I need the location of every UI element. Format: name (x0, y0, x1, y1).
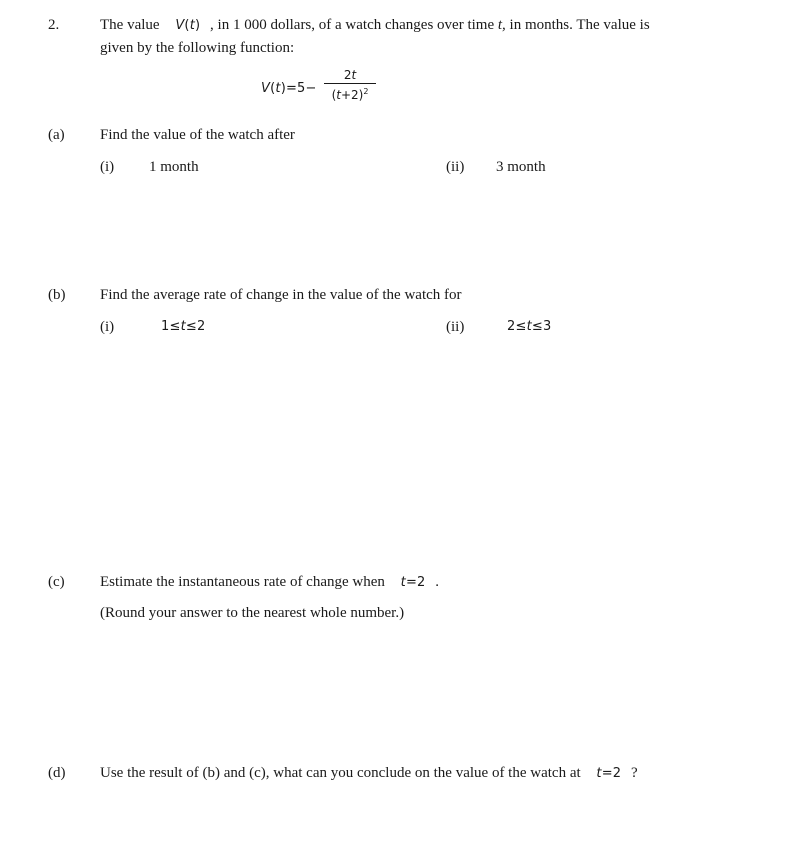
part-b-sub-i-math: 1≤t≤2 (161, 319, 206, 334)
function-denominator: $(t+2)^2$ (331, 87, 369, 102)
function-fraction (324, 68, 376, 103)
intro-text-1: The value (100, 17, 160, 33)
part-a-sub-ii-text: 3 month (496, 159, 546, 175)
part-b-sub-ii-math: 2≤t≤3 (507, 319, 552, 334)
intro-math-v: V(t) (175, 18, 201, 33)
function-lhs: V(t)=5− (261, 81, 317, 96)
function-numerator: 2t (343, 68, 357, 82)
part-c-prompt: Estimate the instantaneous rate of change when (100, 574, 385, 590)
intro-text-t: t, (497, 17, 506, 33)
part-a-prompt: Find the value of the watch after (100, 127, 295, 143)
intro-text-2: , in 1 000 dollars, of a watch changes over time (210, 17, 495, 33)
part-a-sub-i-label: (i) (100, 159, 115, 175)
part-a-label: (a) (48, 127, 65, 143)
part-b-label: (b) (48, 287, 66, 303)
part-d-math: t=2 (596, 766, 622, 781)
part-d-prompt-line (100, 764, 638, 783)
part-c-label: (c) (48, 574, 65, 590)
part-b-prompt: Find the average rate of change in the value of the watch for (100, 287, 462, 303)
part-c-prompt-line (100, 573, 439, 592)
question-intro-line1 (100, 16, 650, 35)
part-c-period: . (435, 574, 440, 590)
intro-text-3: in months. The value is (509, 17, 650, 33)
part-a-sub-ii-label: (ii) (446, 159, 465, 175)
part-c-math: t=2 (400, 575, 426, 590)
part-c-note: (Round your answer to the nearest whole number.) (100, 605, 405, 621)
part-d-label: (d) (48, 765, 66, 781)
question-number: 2. (48, 17, 60, 33)
part-b-sub-ii-label: (ii) (446, 319, 465, 335)
part-d-prompt: Use the result of (b) and (c), what can you conclude on the value of the watch at (100, 765, 581, 781)
part-b-sub-i-label: (i) (100, 319, 115, 335)
question-intro-line2: given by the following function: (100, 40, 295, 56)
part-a-sub-i-text: 1 month (149, 159, 199, 175)
part-d-question-mark: ? (631, 765, 638, 781)
